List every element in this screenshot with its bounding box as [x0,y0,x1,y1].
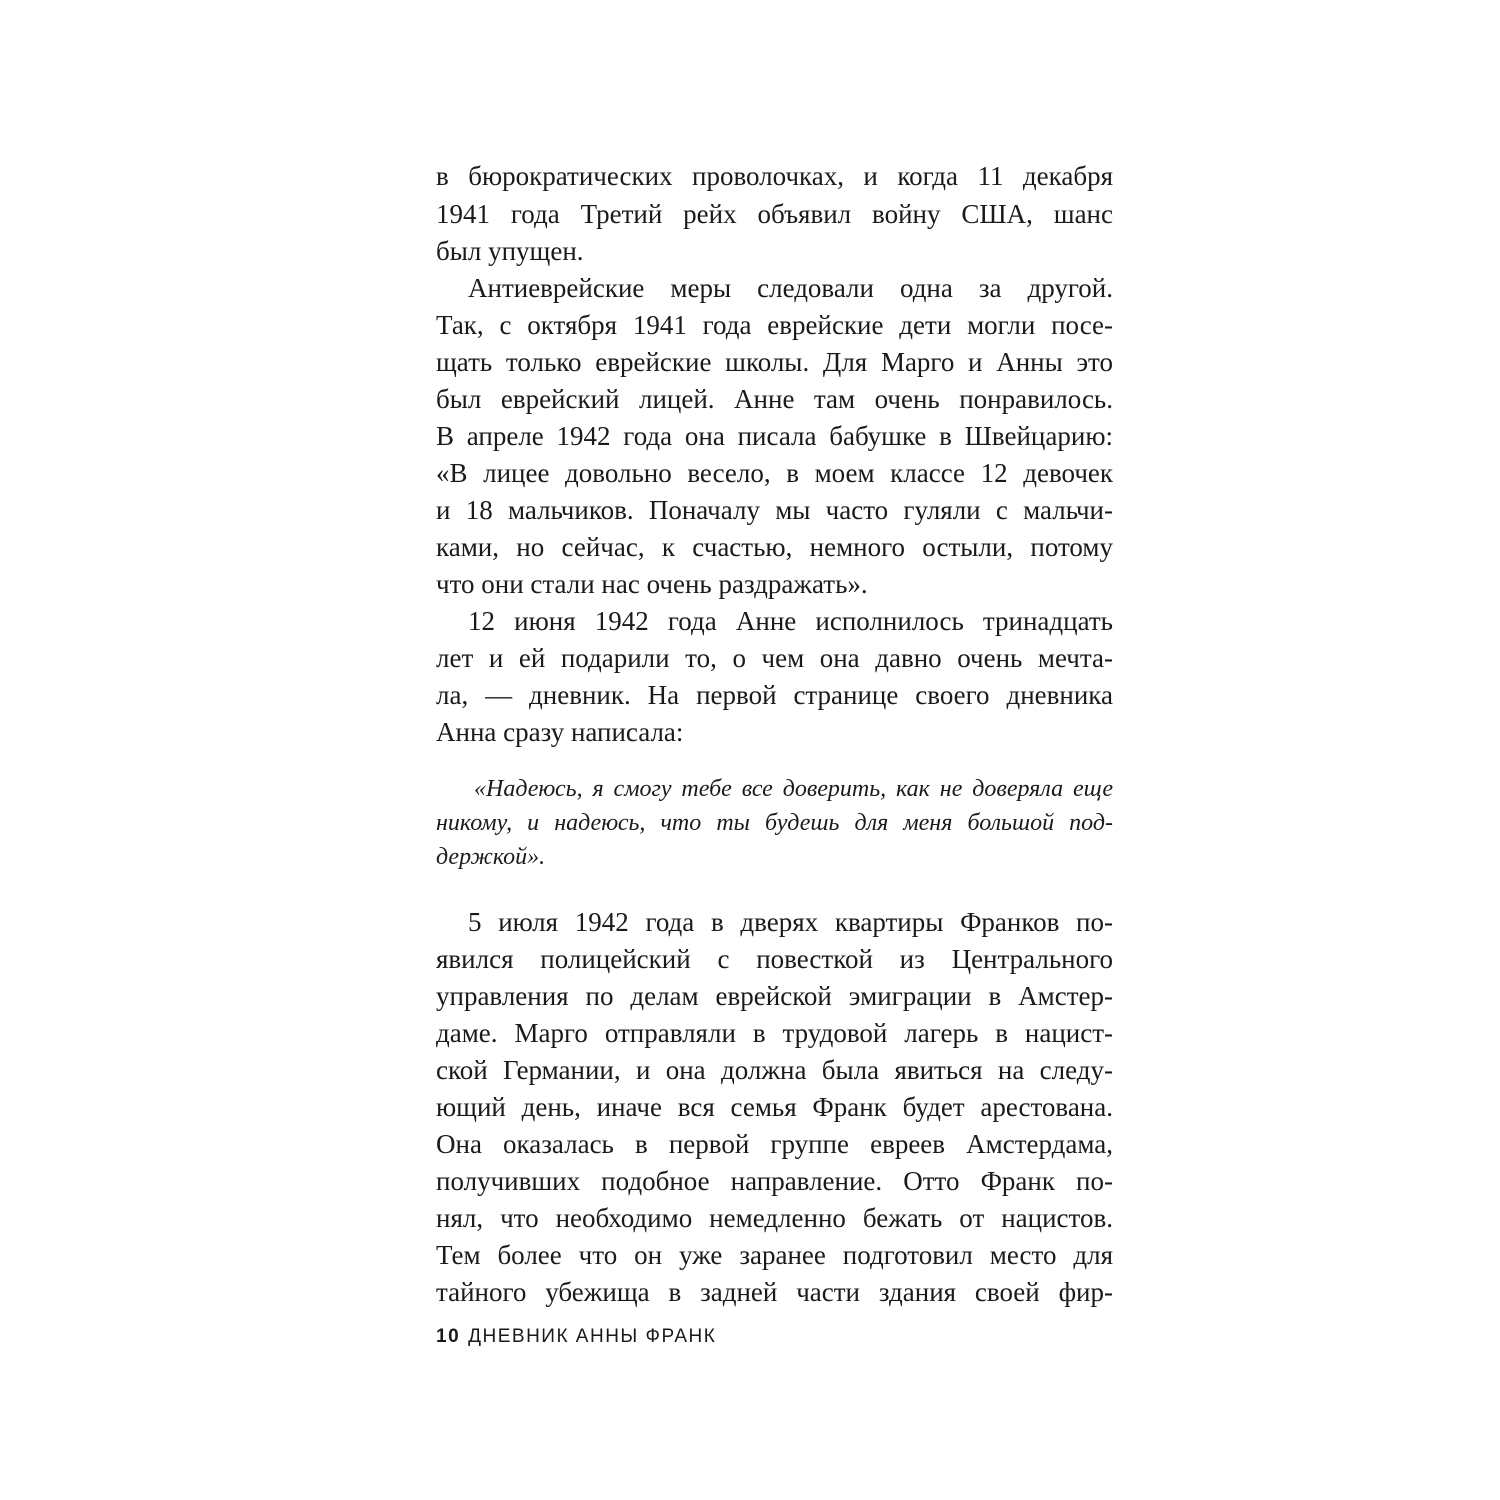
text-line: и 18 мальчиков. Поначалу мы часто гуляли с мальчи- [436,495,1113,525]
text-line: В апреле 1942 года она писала бабушке в Швейцарию: [436,421,1113,451]
text-line: Она оказалась в первой группе евреев Амстердама, [436,1129,1113,1159]
text-line: Антиеврейские меры следовали одна за другой. [468,273,1113,303]
text-line: управления по делам еврейской эмиграции в Амстер- [436,981,1113,1011]
quote-line: держкой». [436,844,546,870]
quote-line: «Надеюсь, я смогу тебе все доверить, как не доверяла еще [474,776,1113,802]
text-line: был еврейский лицей. Анне там очень понравилось. [436,384,1113,414]
text-line: «В лицее довольно весело, в моем классе 12 девочек [436,458,1113,488]
quote-line: никому, и надеюсь, что ты будешь для меня большой под- [436,810,1113,836]
text-line: ла, — дневник. На первой странице своего дневника [436,680,1113,710]
text-line: тайного убежища в задней части здания своей фир- [436,1277,1113,1307]
running-title: ДНЕВНИК АННЫ ФРАНК [468,1326,717,1347]
text-line: нял, что необходимо немедленно бежать от нацистов. [436,1203,1113,1233]
text-line: лет и ей подарили то, о чем она давно очень мечта- [436,643,1113,673]
page-footer [436,1325,716,1349]
text-line: 12 июня 1942 года Анне исполнилось тринадцать [468,606,1113,636]
text-line: даме. Марго отправляли в трудовой лагерь в нацист- [436,1018,1113,1048]
page-number: 10 [436,1326,461,1347]
text-line: Тем более что он уже заранее подготовил место для [436,1240,1113,1270]
text-line: Так, с октября 1941 года еврейские дети могли посе- [436,310,1113,340]
text-line: ющий день, иначе вся семья Франк будет арестована. [436,1092,1113,1122]
text-line: ской Германии, и она должна была явиться на следу- [436,1055,1113,1085]
text-line: получивших подобное направление. Отто Франк по- [436,1166,1113,1196]
text-line: ками, но сейчас, к счастью, немного остыли, потому [436,532,1113,562]
text-line: 1941 года Третий рейх объявил войну США, шанс [436,199,1113,229]
text-line: явился полицейский с повесткой из Центрального [436,944,1113,974]
text-line: в бюрократических проволочках, и когда 11 декабря [436,161,1113,191]
text-line: 5 июля 1942 года в дверях квартиры Франков по- [468,907,1113,937]
text-line: Анна сразу написала: [436,717,684,747]
text-line: щать только еврейские школы. Для Марго и Анны это [436,347,1113,377]
text-line: был упущен. [436,236,584,266]
text-line: что они стали нас очень раздражать». [436,569,868,599]
